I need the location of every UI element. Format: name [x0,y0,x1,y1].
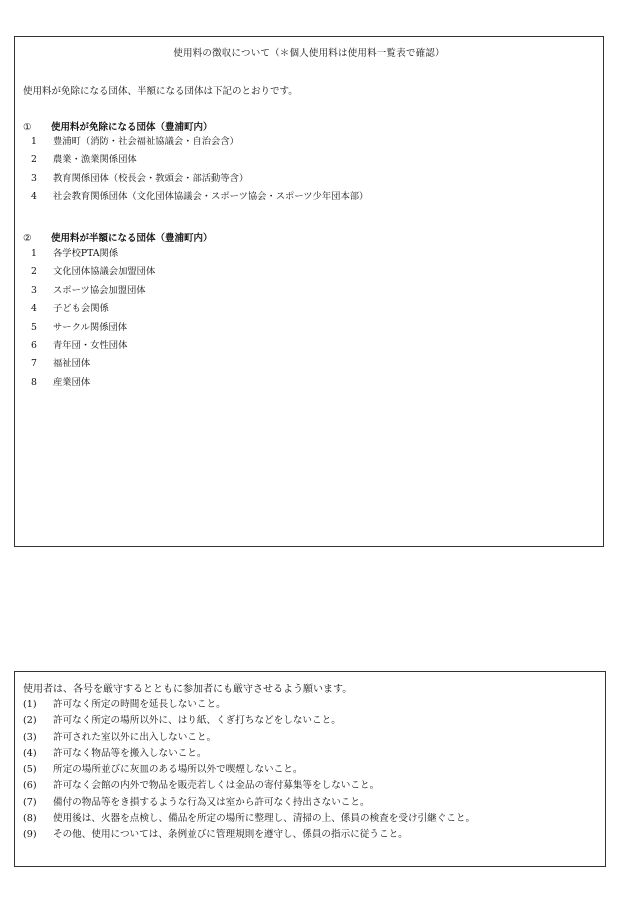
item-text: 福祉団体 [53,358,91,370]
rule-item [23,827,475,843]
rule-number: (8) [23,813,37,825]
item-text: 農業・漁業関係団体 [53,154,137,166]
rule-item [23,795,475,811]
item-number: 1 [31,248,37,259]
item-text: 青年団・女性団体 [53,339,128,351]
half-fee-group-list [31,245,155,392]
item-number: 7 [31,358,37,370]
rule-item [23,697,475,713]
list-item [31,337,155,355]
item-text: 産業団体 [53,376,91,388]
rule-number: (3) [23,731,37,743]
item-number: 4 [31,303,37,315]
item-text: サークル関係団体 [53,321,128,333]
item-text: スポーツ協会加盟団体 [53,284,146,296]
section-number: ② [23,233,32,244]
rule-item [23,713,475,729]
half-fee-section-heading [23,230,213,244]
section-heading-text: 使用料が免除になる団体（豊浦町内） [51,122,213,133]
item-number: 3 [31,284,37,296]
list-item [31,282,155,300]
item-number: 8 [31,376,37,388]
item-text: 子ども会関係 [53,303,109,315]
exempt-group-list [31,133,368,207]
list-item [31,374,155,392]
list-item [31,263,155,281]
rule-text: 許可なく会館の内外で物品を販売若しくは金品の寄付募集等をしないこと。 [53,780,380,792]
rule-text: その他、使用については、条例並びに管理規則を遵守し、係員の指示に従うこと。 [53,829,408,841]
section-heading-text: 使用料が半額になる団体（豊浦町内） [51,233,213,244]
rule-text: 使用後は、火器を点検し、備品を所定の場所に整理し、清掃の上、係員の検査を受け引継ぐこと。 [53,813,476,825]
rule-number: (6) [23,780,37,792]
list-item [31,188,368,206]
rule-item [23,762,475,778]
list-item [31,355,155,373]
rule-text: 許可なく物品等を搬入しないこと。 [53,747,207,759]
rule-number: (9) [23,829,37,841]
item-text: 教育関係団体（校長会・教頭会・部活動等含） [53,172,249,184]
rule-item [23,811,475,827]
rule-number: (5) [23,764,37,776]
item-number: 4 [31,191,37,203]
exempt-section-heading [23,119,213,133]
item-text: 各学校PTA関係 [53,248,119,259]
fee-collection-intro: 使用料が免除になる団体、半額になる団体は下記のとおりです。 [23,86,298,97]
list-item [31,170,368,188]
usage-rules-list [23,697,475,844]
item-number: 6 [31,339,37,351]
list-item [31,319,155,337]
item-number: 3 [31,172,37,184]
rule-number: (1) [23,699,37,710]
rule-text: 許可なく所定の時間を延長しないこと。 [53,699,226,710]
rule-text: 許可された室以外に出入しないこと。 [53,731,217,743]
item-number: 5 [31,321,37,333]
rule-text: 備付の物品等をき損するような行為又は室から許可なく持出さないこと。 [53,796,370,808]
section-number: ① [23,122,32,133]
item-number: 1 [31,136,37,147]
list-item [31,300,155,318]
item-text: 文化団体協議会加盟団体 [53,266,156,278]
list-item [31,133,368,151]
list-item [31,151,368,169]
rule-number: (7) [23,796,37,808]
rule-number: (4) [23,747,37,759]
list-item [31,245,155,263]
rule-item [23,746,475,762]
item-number: 2 [31,266,37,278]
item-number: 2 [31,154,37,166]
rule-item [23,730,475,746]
usage-rules-intro: 使用者は、各号を厳守するとともに参加者にも厳守させるよう願います。 [23,684,353,695]
rule-text: 許可なく所定の場所以外に、はり紙、くぎ打ちなどをしないこと。 [53,715,341,727]
item-text: 社会教育関係団体（文化団体協議会・スポーツ協会・スポーツ少年団本部） [53,191,369,203]
fee-collection-title: 使用料の徴収について（＊個人使用料は使用料一覧表で確認） [173,48,445,59]
rule-text: 所定の場所並びに灰皿のある場所以外で喫煙しないこと。 [53,764,303,776]
fee-collection-box [14,36,604,547]
rule-number: (2) [23,715,37,727]
item-text: 豊浦町（消防・社会福祉協議会・自治会含） [53,136,239,147]
rule-item [23,778,475,794]
usage-rules-box [14,671,606,867]
